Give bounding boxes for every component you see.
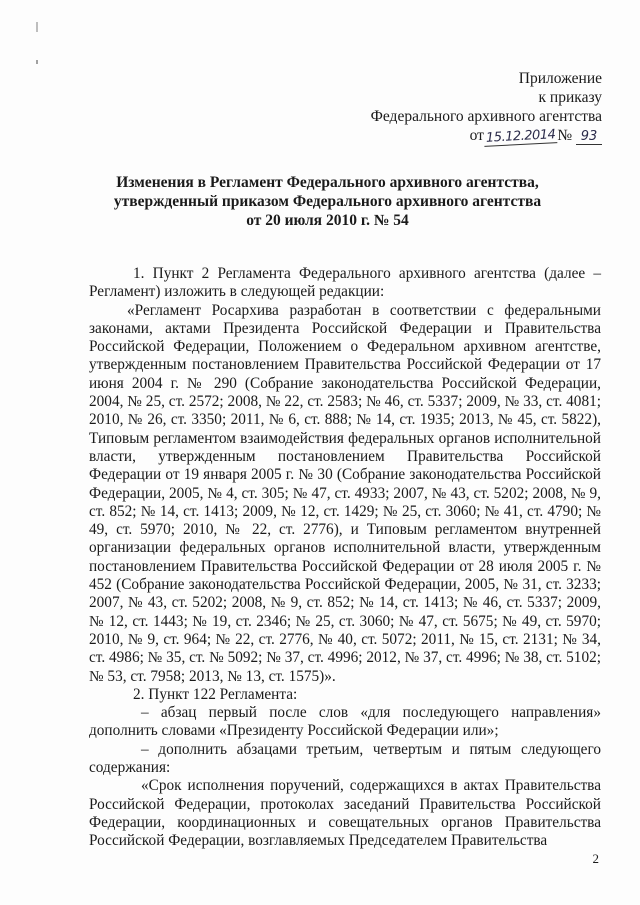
appendix-agency: Федерального архивного агентства <box>370 108 602 125</box>
paragraph: 2. Пункт 122 Регламента: <box>133 685 298 703</box>
paragraph: – дополнить абзацами третьим, четвертым и пятым следующего содержания: <box>89 740 601 777</box>
appendix-date-number <box>371 126 602 145</box>
paragraph: – абзац первый после слов «для последующего направления» дополнить словами «Президенту Российской Федерации или»; <box>89 704 601 740</box>
handwritten-date: 15.12.2014 <box>484 128 558 147</box>
page-number: 2 <box>592 851 599 866</box>
title-line: от 20 июля 2010 г. № 54 <box>246 212 409 229</box>
document-title <box>60 173 595 230</box>
from-prefix: от <box>469 127 484 144</box>
paragraph: «Срок исполнения поручений, содержащихся в актах Правительства Российской Федерации, протоколах заседаний Правительства Российской Федерации, координационных и совещательных органов Правительства Российской Федерации, возглавляемых Председателем Правительства <box>89 777 601 850</box>
paragraph: «Регламент Росархива разработан в соответствии с федеральными законами, актами Президента Российской Федерации и Правительства Российской Федерации, Положением о Федеральном архивном агентстве, утвержденным постановлением Правительства Российской Федерации от 17 июня 2004 г. № 290 (Собрание законодательства Российской Федерации, 2004, № 25, ст. 2572; 2008, № 22, ст. 2583; № 46, ст. 5337; 2009, № 33, ст. 4081; 2010, № 26, ст. 3350; 2011, № 6, ст. 888; № 14, ст. 1935; 2013, № 45, ст. 5822), Типовым регламентом взаимодействия федеральных органов исполнительной власти, утвержденным постановлением Правительства Российской Федерации от 19 января 2005 г. № 30 (Собрание законодательства Российской Федерации, 2005, № 4, ст. 305; № 47, ст. 4933; 2007, № 43, ст. 5202; 2008, № 9, ст. 852; № 14, ст. 1413; 2009, № 12, ст. 1429; № 25, ст. 3060; № 41, ст. 4790; № 49, ст. 5970; 2010, № 22, ст. 2776), и Типовым регламентом внутренней организации федеральных органов исполнительной власти, утвержденным постановлением Правительства Российской Федерации от 28 июля 2005 г. № 452 (Собрание законодательства Российской Федерации, 2005, № 31, ст. 3233; 2007, № 43, ст. 5202; 2008, № 9, ст. 852; № 14, ст. 1413; № 46, ст. 5337; 2009, № 12, ст. 1443; № 19, ст. 2346; № 25, ст. 3060; № 47, ст. 5675; № 49, ст. 5970; 2010, № 9, ст. 964; № 22, ст. 2776, № 40, ст. 5072; 2011, № 15, ст. 2131; № 34, ст. 4986; № 35, ст. № 5092; № 37, ст. 4996; 2012, № 37, ст. 4996; № 38, ст. 5102; № 53, ст. 7958; 2013, № 13, ст. 1575)». <box>89 301 601 685</box>
appendix-order-ref: к приказу <box>538 89 602 106</box>
handwritten-number: 93 <box>576 130 602 145</box>
appendix-header <box>371 69 602 145</box>
title-line: утвержденный приказом Федерального архивного агентства <box>113 193 542 210</box>
scan-artifact-mark <box>36 60 38 64</box>
scan-artifact-mark <box>36 22 38 32</box>
number-prefix: № <box>557 127 573 144</box>
paragraph: 1. Пункт 2 Регламента Федерального архивного агентства (далее – Регламент) изложить в следующей редакции: <box>89 265 601 301</box>
appendix-label: Приложение <box>518 70 602 87</box>
title-line: Изменения в Регламент Федерального архивного агентства, <box>116 174 539 191</box>
document-body <box>89 265 601 851</box>
